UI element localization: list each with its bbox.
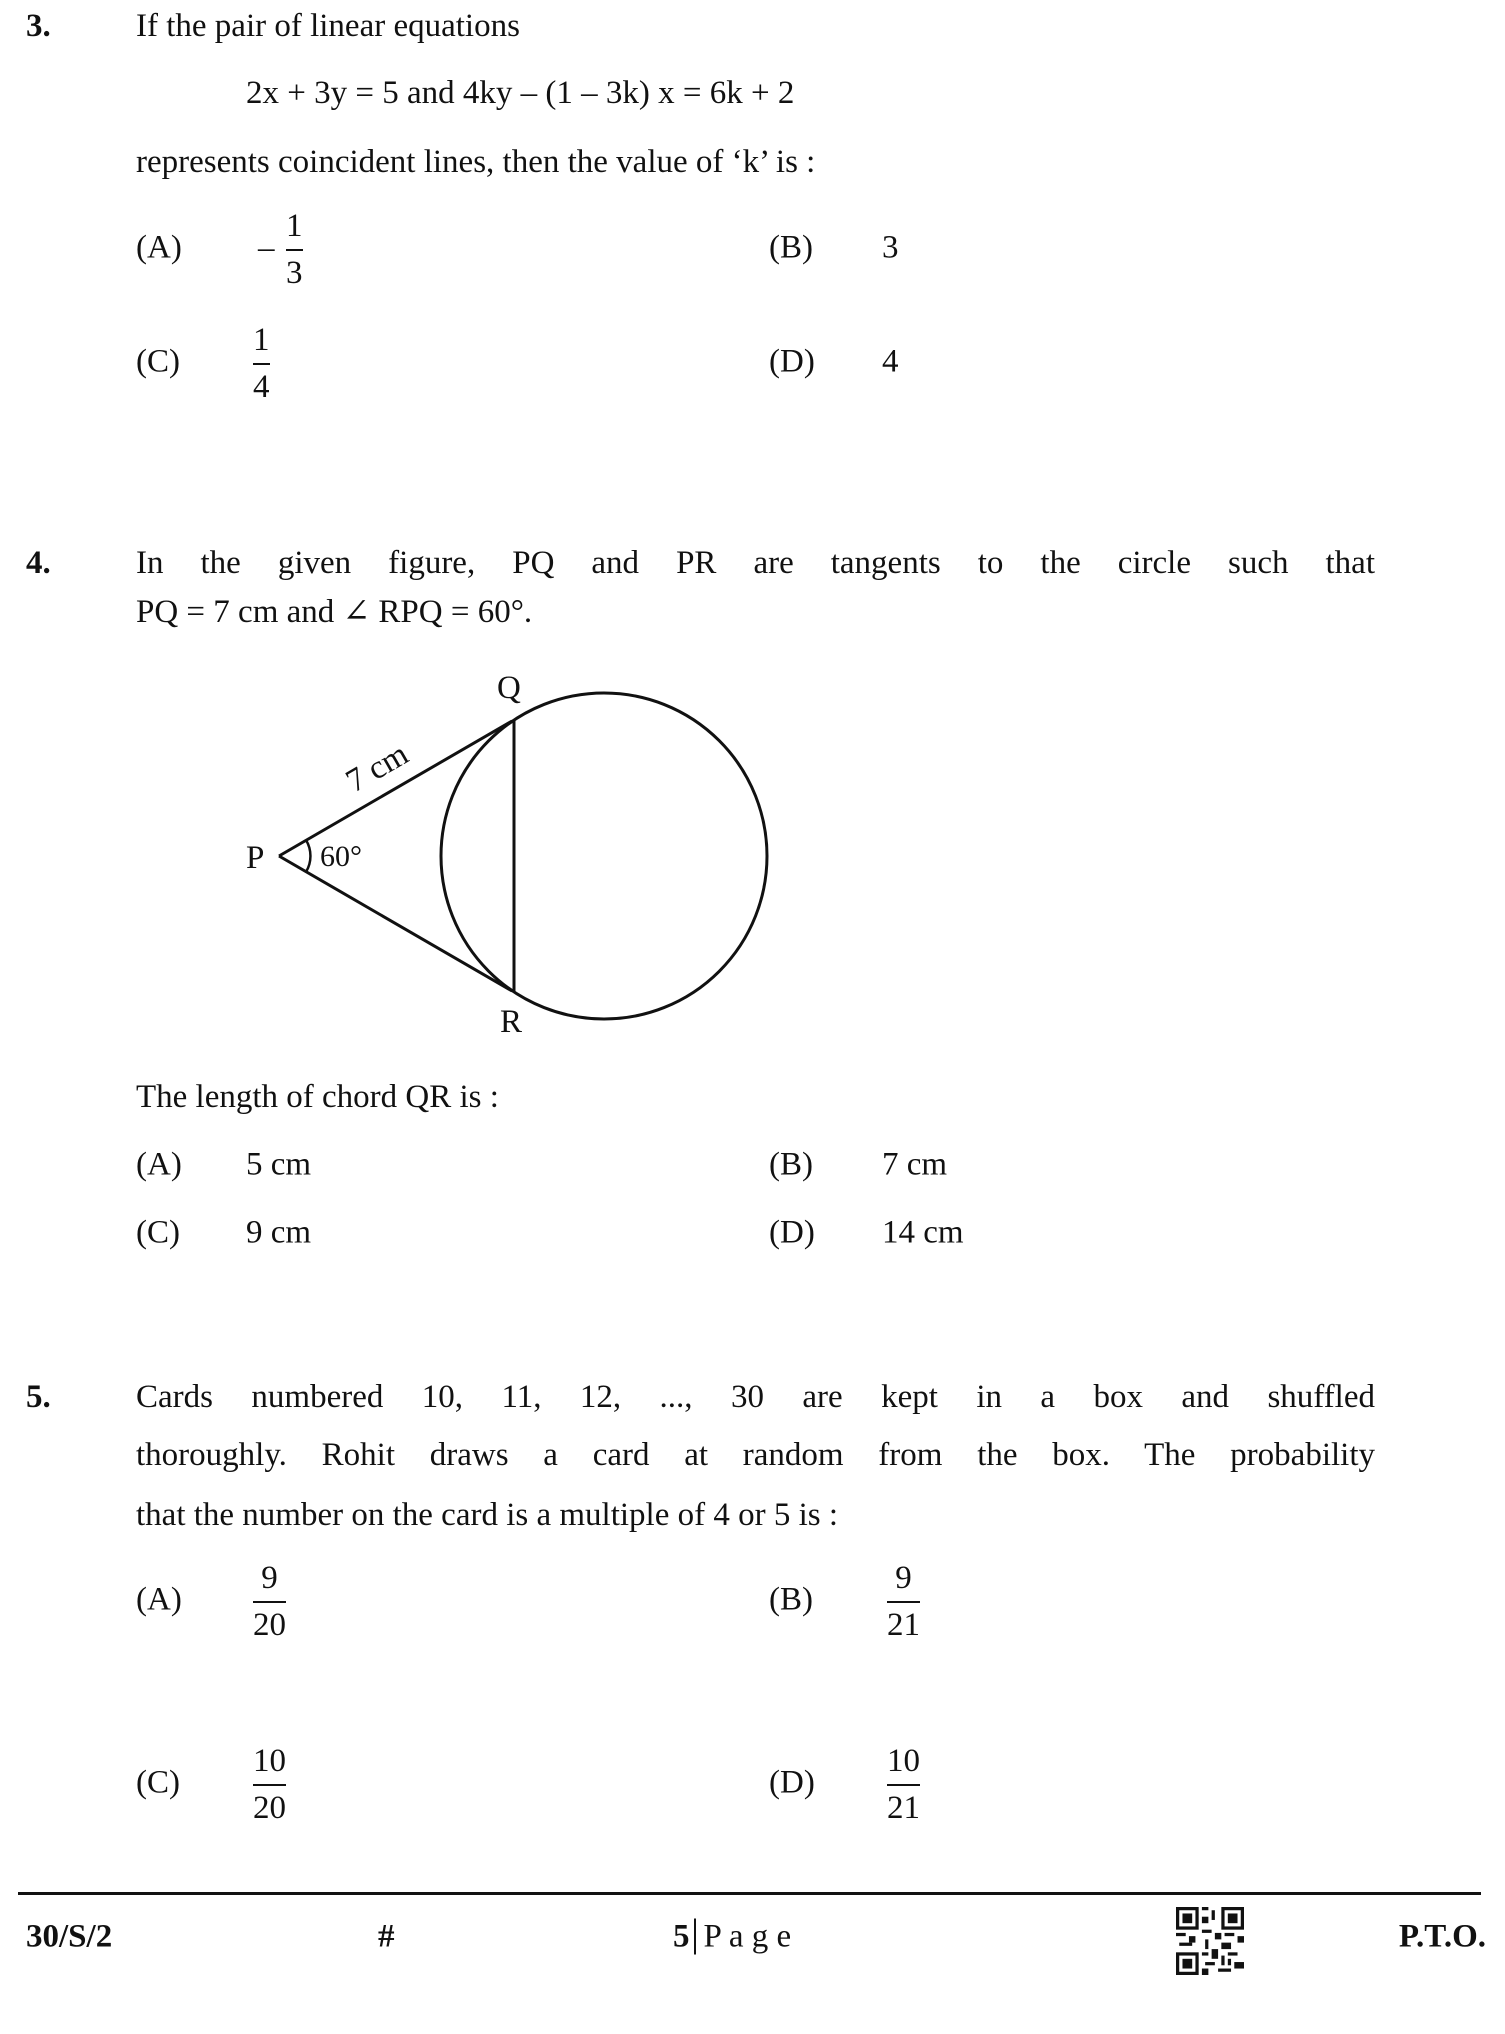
circle xyxy=(441,693,767,1019)
option-label: (D) xyxy=(769,1764,815,1801)
numerator: 10 xyxy=(887,1743,920,1779)
option-fraction xyxy=(887,1745,920,1825)
question-number: 5. xyxy=(26,1379,51,1415)
option-label: (D) xyxy=(769,1214,815,1251)
numerator: 10 xyxy=(253,1743,286,1779)
denominator: 3 xyxy=(286,255,303,291)
option-label: (B) xyxy=(769,1146,813,1183)
numerator: 9 xyxy=(261,1560,278,1596)
question-text: PQ = 7 cm and ∠ RPQ = 60°. xyxy=(136,594,533,630)
option-value: 7 cm xyxy=(882,1146,948,1183)
question-text: that the number on the card is a multiple of 4 or 5 is : xyxy=(136,1497,839,1533)
option-label: (A) xyxy=(136,229,182,266)
option-label: (A) xyxy=(136,1146,182,1183)
minus-sign: – xyxy=(258,229,275,266)
question-number: 3. xyxy=(26,8,51,44)
fraction-bar xyxy=(253,1784,286,1786)
numerator: 9 xyxy=(895,1560,912,1596)
option-fraction xyxy=(253,1745,286,1825)
option-label: (C) xyxy=(136,1214,180,1251)
fraction-bar xyxy=(887,1784,920,1786)
equation: 2x + 3y = 5 and 4ky – (1 – 3k) x = 6k + 2 xyxy=(246,75,795,111)
option-value: 4 xyxy=(882,343,899,380)
fraction-bar xyxy=(887,1601,920,1603)
question-text: Cards numbered 10, 11, 12, ..., 30 are kept in a box and shuffled xyxy=(136,1379,1375,1415)
paper-code: 30/S/2 xyxy=(26,1918,113,1955)
denominator: 21 xyxy=(887,1790,920,1826)
angle-arc xyxy=(306,840,310,872)
denominator: 20 xyxy=(253,1790,286,1826)
question-text: If the pair of linear equations xyxy=(136,8,520,44)
page-number: 5 xyxy=(673,1918,690,1955)
fraction-bar xyxy=(253,1601,286,1603)
side-length-label: 7 cm xyxy=(340,736,415,800)
option-label: (C) xyxy=(136,1764,180,1801)
angle-label: 60° xyxy=(320,840,362,873)
question-text: In the given figure, PQ and PR are tangents to the circle such that xyxy=(136,545,1375,581)
option-label: (B) xyxy=(769,229,813,266)
option-fraction xyxy=(253,1562,286,1642)
option-value: 14 cm xyxy=(882,1214,964,1251)
question-number: 4. xyxy=(26,545,51,581)
denominator: 21 xyxy=(887,1607,920,1643)
numerator: 1 xyxy=(253,322,270,358)
denominator: 4 xyxy=(253,369,270,405)
qr-code-icon xyxy=(1176,1907,1244,1975)
tangent-pr xyxy=(279,856,512,991)
denominator: 20 xyxy=(253,1607,286,1643)
option-value: 9 cm xyxy=(246,1214,312,1251)
point-label-r: R xyxy=(500,1004,523,1040)
hash-mark: # xyxy=(378,1918,395,1955)
question-prompt: The length of chord QR is : xyxy=(136,1079,499,1115)
option-label: (B) xyxy=(769,1581,813,1618)
option-value: 3 xyxy=(882,229,899,266)
question-text: thoroughly. Rohit draws a card at random from the box. The probability xyxy=(136,1437,1375,1473)
option-fraction xyxy=(887,1562,920,1642)
point-label-q: Q xyxy=(497,670,521,706)
option-label: (C) xyxy=(136,343,180,380)
footer-divider xyxy=(18,1892,1481,1895)
page-indicator xyxy=(673,1918,792,1955)
page-word: P a g e xyxy=(703,1918,792,1955)
option-label: (A) xyxy=(136,1581,182,1618)
pto-label: P.T.O. xyxy=(1398,1918,1486,1955)
question-text: represents coincident lines, then the value of ‘k’ is : xyxy=(136,144,816,180)
numerator: 1 xyxy=(286,208,303,244)
option-value: 5 cm xyxy=(246,1146,312,1183)
point-label-p: P xyxy=(246,840,265,876)
option-label: (D) xyxy=(769,343,815,380)
